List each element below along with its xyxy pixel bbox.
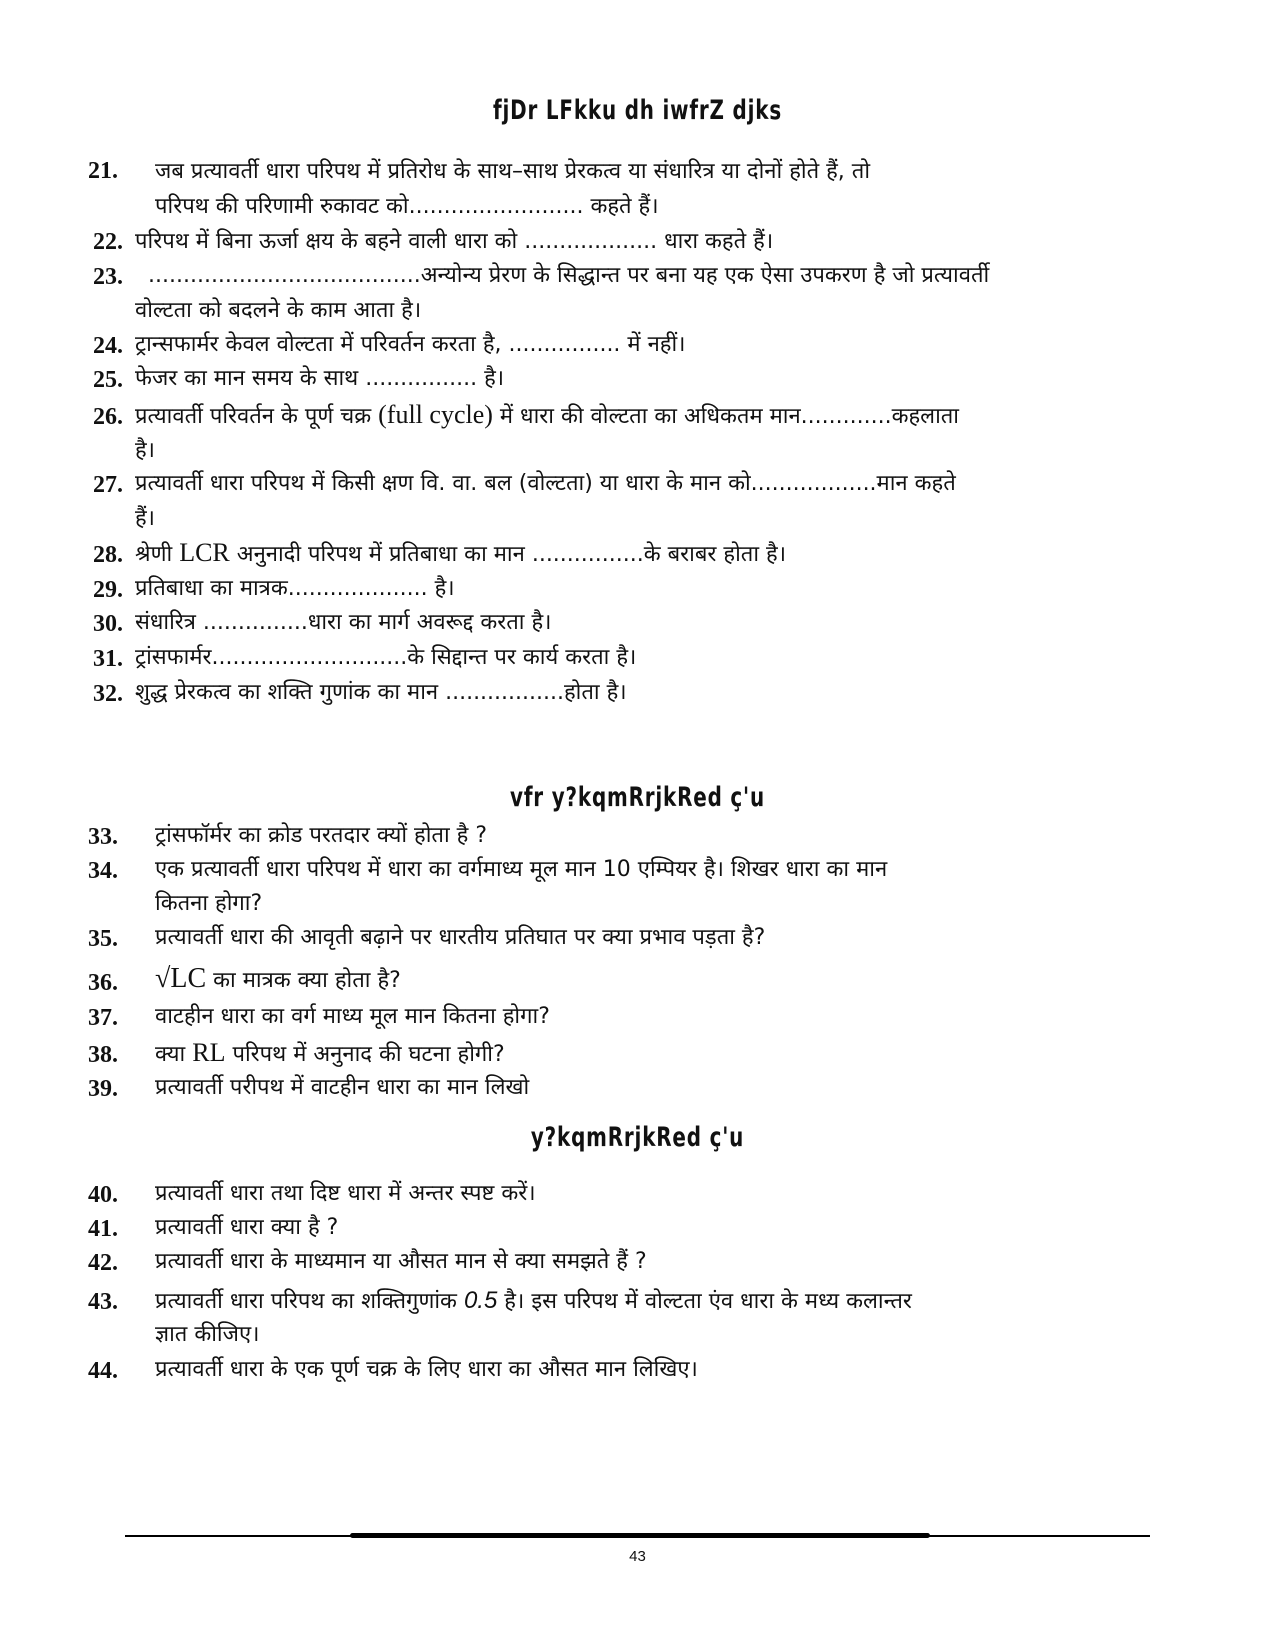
question-text: प्रत्यावर्ती परीपथ में वाटहीन धारा का मान लिखो bbox=[155, 1075, 530, 1100]
question-number: 30. bbox=[93, 611, 123, 637]
question-number: 36. bbox=[88, 970, 118, 996]
question-text-part: प्रत्यावर्ती धारा परिपथ का शक्तिगुणांक bbox=[155, 1289, 464, 1314]
question-text-cont: कितना होगा? bbox=[155, 891, 263, 916]
question-text: ट्रांसफॉर्मर का क्रोड परतदार क्यों होता है ? bbox=[155, 823, 487, 848]
latin-term: LCR bbox=[179, 538, 230, 567]
question-text: ट्रान्सफार्मर केवल वोल्टता में परिवर्तन करता है, ................ में नहीं। bbox=[135, 332, 686, 357]
question-number: 26. bbox=[93, 404, 123, 430]
question-text-cont: ज्ञात कीजिए। bbox=[155, 1322, 260, 1347]
question-text-cont: परिपथ की परिणामी रुकावट को......................... कहते हैं। bbox=[155, 194, 659, 219]
question-text-cont: हैं। bbox=[135, 506, 156, 531]
question-number: 40. bbox=[88, 1182, 118, 1208]
question-text: प्रत्यावर्ती धारा क्या है ? bbox=[155, 1215, 339, 1240]
question-text: संधारित्र ...............धारा का मार्ग अवरूद्द करता है। bbox=[135, 610, 552, 635]
question-number: 21. bbox=[88, 158, 118, 184]
question-number: 37. bbox=[88, 1005, 118, 1031]
question-text-part: है। इस परिपथ में वोल्टता एंव धारा के मध्य कलान्तर bbox=[497, 1289, 912, 1314]
question-text-part: अनुनादी परिपथ में प्रतिबाधा का मान ................के बराबर होता है। bbox=[229, 542, 787, 567]
question-number: 29. bbox=[93, 577, 123, 603]
latin-term: RL bbox=[192, 1038, 226, 1067]
question-text-part: में धारा की वोल्टता का अधिकतम मान.............कहलाता bbox=[492, 404, 960, 429]
section-heading-fill-blanks: fjDr LFkku dh iwfrZ djks bbox=[493, 95, 782, 126]
question-text: परिपथ में बिना ऊर्जा क्षय के बहने वाली धारा को ................... धारा कहते हैं। bbox=[135, 229, 774, 254]
power-factor-value: 0.5 bbox=[463, 1287, 498, 1314]
question-text: वाटहीन धारा का वर्ग माध्य मूल मान कितना होगा? bbox=[155, 1004, 550, 1029]
question-number: 31. bbox=[93, 646, 123, 672]
question-text-cont: है। bbox=[135, 438, 156, 463]
question-text: जब प्रत्यावर्ती धारा परिपथ में प्रतिरोध के साथ–साथ प्रेरकत्व या संधारित्र या दोनों होते हैं, तो bbox=[155, 159, 871, 184]
section-heading-short: y?kqmRrjkRed ç'u bbox=[530, 1122, 745, 1153]
question-text bbox=[135, 536, 786, 572]
question-text: एक प्रत्यावर्ती धारा परिपथ में धारा का वर्गमाध्य मूल मान 10 एम्पियर है। शिखर धारा का मान bbox=[155, 857, 888, 882]
question-text: शुद्ध प्रेरकत्व का शक्ति गुणांक का मान .................होता है। bbox=[135, 680, 627, 705]
question-text bbox=[155, 1036, 505, 1072]
question-text: प्रत्यावर्ती धारा परिपथ में किसी क्षण वि. वा. बल (वोल्टता) या धारा के मान को..................मान कहते bbox=[135, 471, 956, 496]
question-text: प्रत्यावर्ती धारा तथा दिष्ट धारा में अन्तर स्पष्ट करें। bbox=[155, 1181, 536, 1206]
question-text bbox=[155, 1284, 912, 1319]
footer-divider-accent bbox=[350, 1533, 930, 1538]
page-number: 43 bbox=[629, 1548, 646, 1565]
question-number: 35. bbox=[88, 926, 118, 952]
question-text-part: क्या bbox=[155, 1042, 193, 1067]
question-number: 24. bbox=[93, 333, 123, 359]
question-text-cont: वोल्टता को बदलने के काम आता है। bbox=[135, 298, 422, 323]
question-number: 38. bbox=[88, 1042, 118, 1068]
question-text bbox=[155, 962, 401, 998]
question-text bbox=[135, 398, 959, 434]
sqrt-lc-formula: √LC bbox=[155, 963, 207, 994]
question-text: फेजर का मान समय के साथ ................ है। bbox=[135, 366, 505, 391]
question-text: प्रत्यावर्ती धारा की आवृती बढ़ाने पर धारतीय प्रतिघात पर क्या प्रभाव पड़ता है? bbox=[155, 925, 766, 950]
question-number: 41. bbox=[88, 1216, 118, 1242]
question-number: 43. bbox=[88, 1289, 118, 1315]
question-text: प्रत्यावर्ती धारा के एक पूर्ण चक्र के लिए धारा का औसत मान लिखिए। bbox=[155, 1357, 698, 1382]
question-number: 22. bbox=[93, 229, 123, 255]
question-number: 25. bbox=[93, 367, 123, 393]
question-text-part: परिपथ में अनुनाद की घटना होगी? bbox=[225, 1042, 505, 1067]
question-number: 28. bbox=[93, 542, 123, 568]
question-text: प्रत्यावर्ती धारा के माध्यमान या औसत मान से क्या समझते हैं ? bbox=[155, 1249, 647, 1274]
question-text-part: प्रत्यावर्ती परिवर्तन के पूर्ण चक्र bbox=[135, 404, 379, 429]
section-heading-very-short: vfr y?kqmRrjkRed ç'u bbox=[510, 782, 765, 813]
question-number: 32. bbox=[93, 681, 123, 707]
question-text: प्रतिबाधा का मात्रक.................... है। bbox=[135, 576, 455, 601]
question-number: 42. bbox=[88, 1250, 118, 1276]
question-text: .......................................अन्योन्य प्रेरण के सिद्धान्त पर बना यह एक ऐसा उपकरण है जो प्रत्यावर्ती bbox=[148, 263, 990, 288]
question-text-part: का मात्रक क्या होता है? bbox=[206, 968, 401, 993]
question-number: 23. bbox=[93, 264, 123, 290]
question-number: 39. bbox=[88, 1076, 118, 1102]
question-text: ट्रांसफार्मर............................के सिद्दान्त पर कार्य करता है। bbox=[135, 645, 637, 670]
question-number: 34. bbox=[88, 858, 118, 884]
latin-term: (full cycle) bbox=[378, 400, 493, 429]
question-number: 33. bbox=[88, 824, 118, 850]
question-text-part: श्रेणी bbox=[135, 542, 180, 567]
question-number: 44. bbox=[88, 1358, 118, 1384]
question-number: 27. bbox=[93, 472, 123, 498]
